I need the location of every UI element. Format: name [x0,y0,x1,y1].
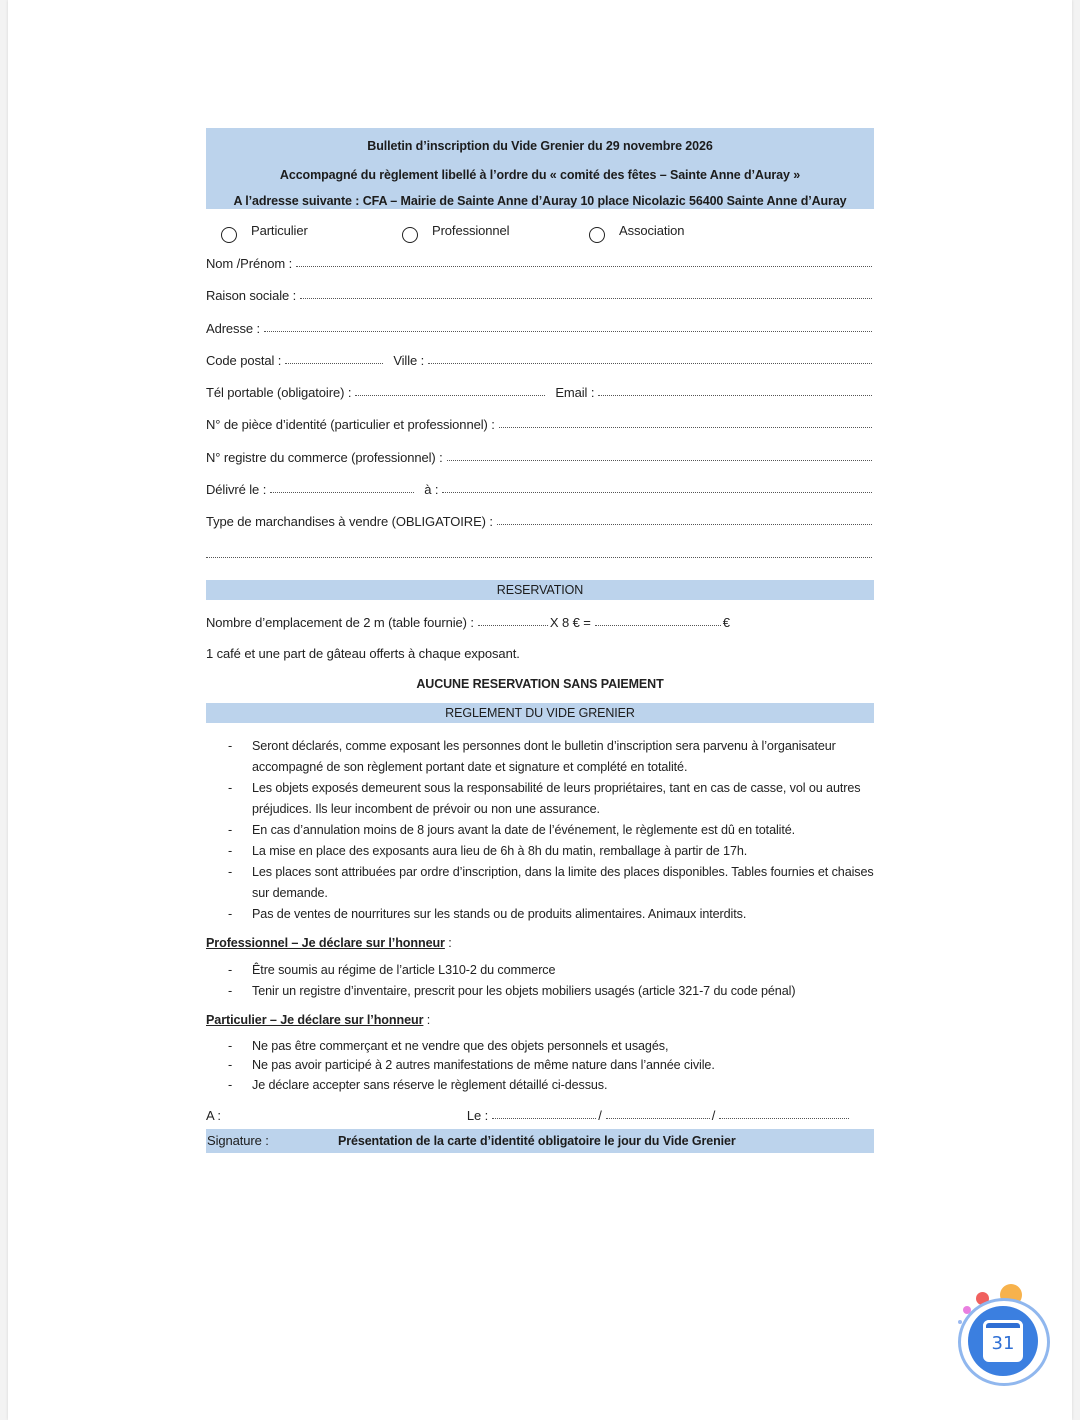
list-item: - Ne pas être commerçant et ne vendre que des objets personnels et usagés, [228,1037,874,1057]
field-label: Tél portable (obligatoire) : [206,385,352,401]
list-item: - Les objets exposés demeurent sous la responsabilité de leurs propriétaires, tant en cas de casse, vol ou autres préjudices. Ils leur incombent de prévoir ou non une assurance. [228,778,874,820]
header-address: A l’adresse suivante : CFA – Mairie de Sainte Anne d’Auray 10 place Nicolazic 56400 Sainte Anne d’Auray [233,194,847,208]
field-label: Adresse : [206,320,261,336]
dotted-line[interactable] [285,362,383,364]
professionnel-heading: Professionnel – Je déclare sur l’honneur [206,935,445,950]
currency-symbol: € [722,614,730,630]
radio-label: Particulier [251,222,308,238]
field-label: Email : [555,385,595,401]
field-tel-email[interactable] [206,368,874,400]
dotted-line[interactable] [478,624,548,626]
field-code-postal-ville[interactable] [206,336,874,368]
field-delivre[interactable] [206,465,874,497]
offer-text: 1 café et une part de gâteau offerts à chaque exposant. [206,645,520,661]
date-separator: / [711,1108,716,1124]
header-title: Bulletin d’inscription du Vide Grenier du 29 novembre 2026 [367,139,713,153]
field-raison-sociale[interactable] [206,271,874,303]
dotted-line[interactable] [442,491,872,493]
document-page [8,0,1072,1420]
field-type-marchandises-continued[interactable] [206,529,874,561]
reservation-band: RESERVATION [206,580,874,600]
field-label: N° registre du commerce (professionnel) : [206,449,443,465]
particulier-heading-row [206,1013,874,1027]
dotted-line[interactable] [264,330,872,332]
list-item: - Les places sont attribuées par ordre d’inscription, dans la limite des places disponibles. Tables fournies et chaises sur demande. [228,862,874,904]
list-item: - Pas de ventes de nourritures sur les stands ou de produits alimentaires. Animaux interdits. [228,904,874,925]
field-label: Délivré le : [206,482,267,498]
radio-circle-icon[interactable] [221,227,237,243]
field-label: Nom /Prénom : [206,256,293,271]
professionnel-list [206,960,874,1002]
dotted-line[interactable] [296,265,872,267]
calendar-header-bar [983,1320,1023,1331]
dotted-line[interactable] [497,523,872,525]
field-lieu-date[interactable] [206,1095,874,1123]
list-item: - Je déclare accepter sans réserve le règlement détaillé ci-dessus. [228,1076,874,1096]
dotted-line[interactable] [499,426,872,428]
list-item: - Tenir un registre d’inventaire, prescrit pour les objets mobiliers usagés (article 321-7 du code pénal) [228,981,874,1002]
header-band [206,128,874,209]
price-multiplier: X 8 € = [549,614,591,630]
dotted-line[interactable] [595,624,721,626]
list-item: - Seront déclarés, comme exposant les personnes dont le bulletin d’inscription sera parvenu à l’organisateur accompagné de son règlement portant date et signature et complété en totalité. [228,736,874,778]
reglement-band: REGLEMENT DU VIDE GRENIER [206,703,874,723]
radio-label: Association [619,222,685,238]
no-reservation-warning: AUCUNE RESERVATION SANS PAIEMENT [416,676,664,691]
reglement-list [206,736,874,925]
field-nom[interactable] [206,245,874,271]
dotted-line[interactable] [206,556,872,558]
particulier-heading: Particulier – Je déclare sur l’honneur [206,1012,424,1027]
field-nombre-emplacement[interactable] [206,600,874,630]
calendar-day-number: 31 [991,1333,1015,1354]
radio-particulier[interactable] [221,221,308,243]
field-label: Type de marchandises à vendre (OBLIGATOIRE) : [206,514,493,530]
professionnel-heading-row [206,936,874,950]
field-label: N° de pièce d’identité (particulier et professionnel) : [206,417,495,433]
dotted-line[interactable] [447,459,872,461]
particulier-list [206,1037,874,1096]
field-label: Code postal : [206,352,282,368]
list-item: - Être soumis au régime de l’article L310-2 du commerce [228,960,874,981]
field-label: à : [424,482,439,498]
heading-colon: : [423,1012,431,1027]
list-item: - La mise en place des exposants aura lieu de 6h à 8h du matin, remballage à partir de 17h. [228,841,874,862]
field-adresse[interactable] [206,303,874,335]
radio-association[interactable] [589,221,684,243]
radio-circle-icon[interactable] [589,227,605,243]
dotted-line[interactable] [428,362,872,364]
field-registre-commerce[interactable] [206,432,874,464]
field-label: Le : [466,1108,489,1124]
signature-label: Signature : [207,1133,269,1149]
dotted-line[interactable] [598,394,872,396]
dotted-line[interactable] [300,297,872,299]
field-label: Nombre d’emplacement de 2 m (table fournie) : [206,614,474,630]
field-piece-identite[interactable] [206,400,874,432]
participant-type [206,209,874,245]
radio-circle-icon[interactable] [402,227,418,243]
radio-professionnel[interactable] [402,221,509,243]
signature-band [206,1129,874,1153]
list-item: - Ne pas avoir participé à 2 autres manifestations de même nature dans l’année civile. [228,1056,874,1076]
heading-colon: : [444,935,452,950]
date-separator: / [598,1108,602,1124]
list-item: - En cas d’annulation moins de 8 jours avant la date de l’événement, le règlemente est dû en totalité. [228,820,874,841]
dotted-line[interactable] [355,394,545,396]
header-payment: Accompagné du règlement libellé à l’ordre du « comité des fêtes – Sainte Anne d’Auray » [279,168,801,182]
dotted-line[interactable] [606,1117,710,1119]
field-label: A : [206,1108,221,1124]
radio-label: Professionnel [432,222,510,238]
field-type-marchandises[interactable] [206,497,874,529]
field-label: Raison sociale : [206,288,297,304]
calendar-floating-button[interactable] [956,1284,1056,1390]
dotted-line[interactable] [719,1117,849,1119]
field-label: Ville : [393,352,425,368]
identity-notice: Présentation de la carte d’identité obligatoire le jour du Vide Grenier [338,1134,736,1149]
registration-form [206,128,874,1153]
dotted-line[interactable] [270,491,414,493]
calendar-icon[interactable] [983,1320,1023,1362]
dotted-line[interactable] [492,1117,596,1119]
